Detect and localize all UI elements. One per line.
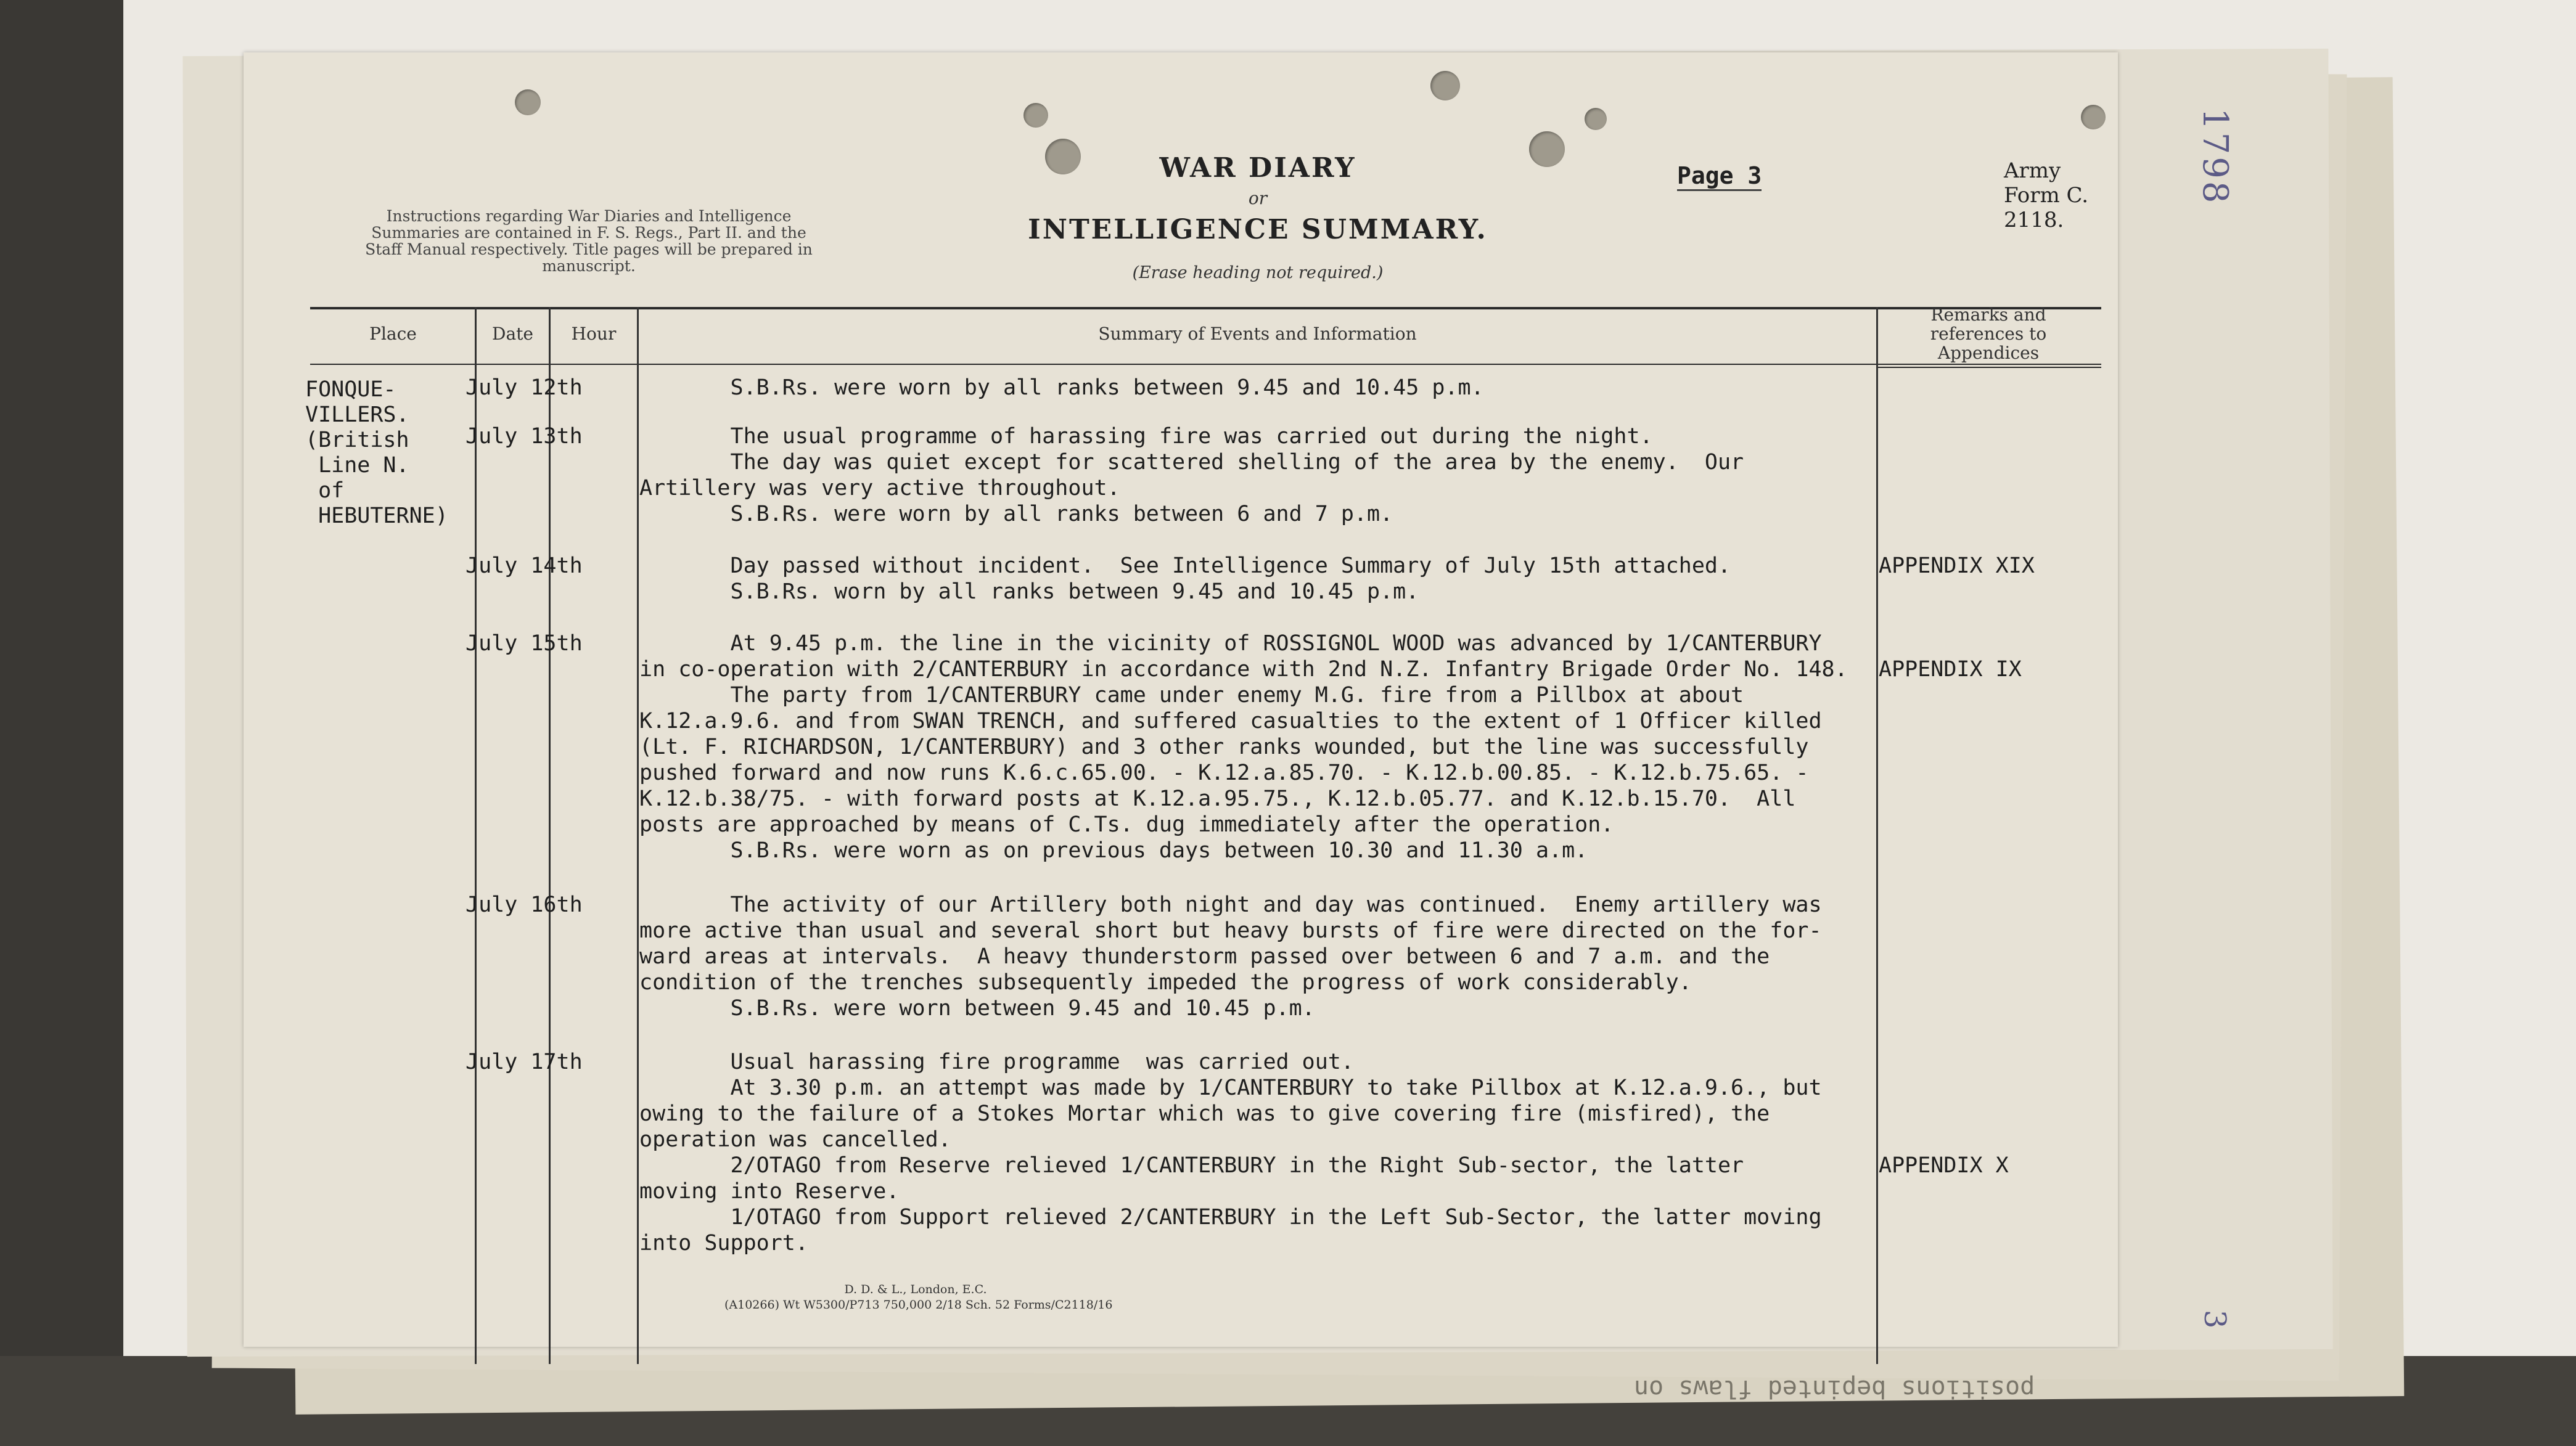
printer-imprint-text: D. D. & L., London, E.C. (A10266) Wt W5300/P713 750,000 2/18 Sch. 52 Forms/C2118/16 — [724, 1283, 1113, 1312]
punch-hole — [515, 89, 541, 115]
punch-hole — [1023, 103, 1048, 128]
punch-hole — [1529, 131, 1565, 167]
erase-heading-note: (Erase heading not required.) — [1132, 263, 1384, 282]
column-divider — [1876, 307, 1878, 1364]
folio-stamp: 1798 — [2195, 108, 2235, 206]
column-header-place: Place — [369, 324, 417, 344]
appendix-reference: APPENDIX XIX — [1879, 553, 2035, 578]
reverse-show-through-text: positions bepinted flaws on — [1634, 1375, 2035, 1403]
instructions-note: Instructions regarding War Diaries and Intelligence Summaries are contained in F. S. Regs., Part II. and the Staff Manual respectively. Title pages will be prepared in manuscript. — [365, 207, 813, 275]
column-divider — [475, 307, 477, 1364]
printer-imprint — [724, 1282, 1113, 1313]
entry-text: The activity of our Artillery both night and day was continued. Enemy artillery was more active than usual and several short but heavy bursts of fire were directed on the for- ward areas at intervals. A heavy thunderstorm passed over between 6 and 7 a.m. and the condition of the trenches subsequently impeded the progress of work considerably. S.B.Rs. were worn between 9.45 and 10.45 p.m. — [639, 893, 1822, 1021]
title-intelligence-summary: INTELLIGENCE SUMMARY. — [1028, 214, 1488, 245]
entry-date: July 17th — [466, 1050, 583, 1074]
entry-date: July 15th — [466, 631, 583, 656]
table-header-rule — [310, 364, 2101, 365]
title-or: or — [1248, 188, 1268, 208]
title-war-diary: WAR DIARY — [1159, 152, 1356, 184]
column-header-summary: Summary of Events and Information — [1098, 324, 1417, 344]
page-number: Page 3 — [1677, 162, 1762, 191]
army-form-label: Army Form C. 2118. — [2004, 158, 2089, 232]
column-header-hour: Hour — [571, 324, 617, 344]
entry-date: July 12th — [466, 375, 583, 400]
entry-text: At 9.45 p.m. the line in the vicinity of ROSSIGNOL WOOD was advanced by 1/CANTERBURY in co-operation with 2/CANTERBURY in accordance with 2nd N.Z. Infantry Brigade Order No. 148. The party from 1/CANTERBURY came under enemy M.G. fire from a Pillbox at about K.12.a.9.6. and from SWAN TRENCH, and suffered casualties to the extent of 1 Officer killed (Lt. F. RICHARDSON, 1/CANTERBURY) and 3 other ranks wounded, but the line was successfully pushed forward and now runs K.6.c.65.00. - K.12.a.85.70. - K.12.b.00.85. - K.12.b.75.65. - K.12.b.38/75. - with forward posts at K.12.a.95.75., K.12.b.05.77. and K.12.b.15.70. All posts are approached by means of C.Ts. dug immediately after the operation. S.B.Rs. were worn as on previous days between 10.30 and 11.30 a.m. — [639, 631, 1848, 863]
place-entry: FONQUE- VILLERS. (British Line N. of HEBUTERNE) — [305, 377, 448, 528]
remarks-header-rule — [1877, 367, 2101, 368]
column-divider — [637, 307, 639, 1364]
appendix-reference: APPENDIX X — [1879, 1153, 2009, 1178]
punch-hole — [2081, 105, 2106, 129]
column-divider — [549, 307, 551, 1364]
entry-text: The usual programme of harassing fire was carried out during the night. The day was quiet except for scattered shelling of the area by the enemy. Our Artillery was very active throughout. S.B.Rs. were worn by all ranks between 6 and 7 p.m. — [639, 424, 1744, 526]
entry-date: July 14th — [466, 553, 583, 578]
entry-text: S.B.Rs. were worn by all ranks between 9.45 and 10.45 p.m. — [639, 375, 1484, 400]
table-top-rule — [310, 307, 2101, 309]
corner-number: 3 — [2197, 1310, 2232, 1329]
column-header-remarks: Remarks and references to Appendices — [1930, 304, 2047, 363]
punch-hole — [1430, 71, 1460, 100]
war-diary-page — [244, 52, 2235, 1347]
entry-text: Usual harassing fire programme was carried out. At 3.30 p.m. an attempt was made by 1/CANTERBURY to take Pillbox at K.12.a.9.6., but owing to the failure of a Stokes Mortar which was to give covering fire (misfired), the operation was cancelled. 2/OTAGO from Reserve relieved 1/CANTERBURY in the Right Sub-sector, the latter moving into Reserve. 1/OTAGO from Support relieved 2/CANTERBURY in the Left Sub-Sector, the latter moving into Support. — [639, 1050, 1822, 1256]
appendix-reference: APPENDIX IX — [1879, 657, 2022, 682]
entry-date: July 13th — [466, 424, 583, 449]
punch-hole — [1045, 139, 1081, 174]
punch-hole — [1585, 108, 1607, 130]
background-left — [0, 0, 142, 1446]
column-header-date: Date — [492, 324, 533, 344]
entry-date: July 16th — [466, 893, 583, 917]
entry-text: Day passed without incident. See Intelligence Summary of July 15th attached. S.B.Rs. worn by all ranks between 9.45 and 10.45 p.m. — [730, 553, 1731, 604]
